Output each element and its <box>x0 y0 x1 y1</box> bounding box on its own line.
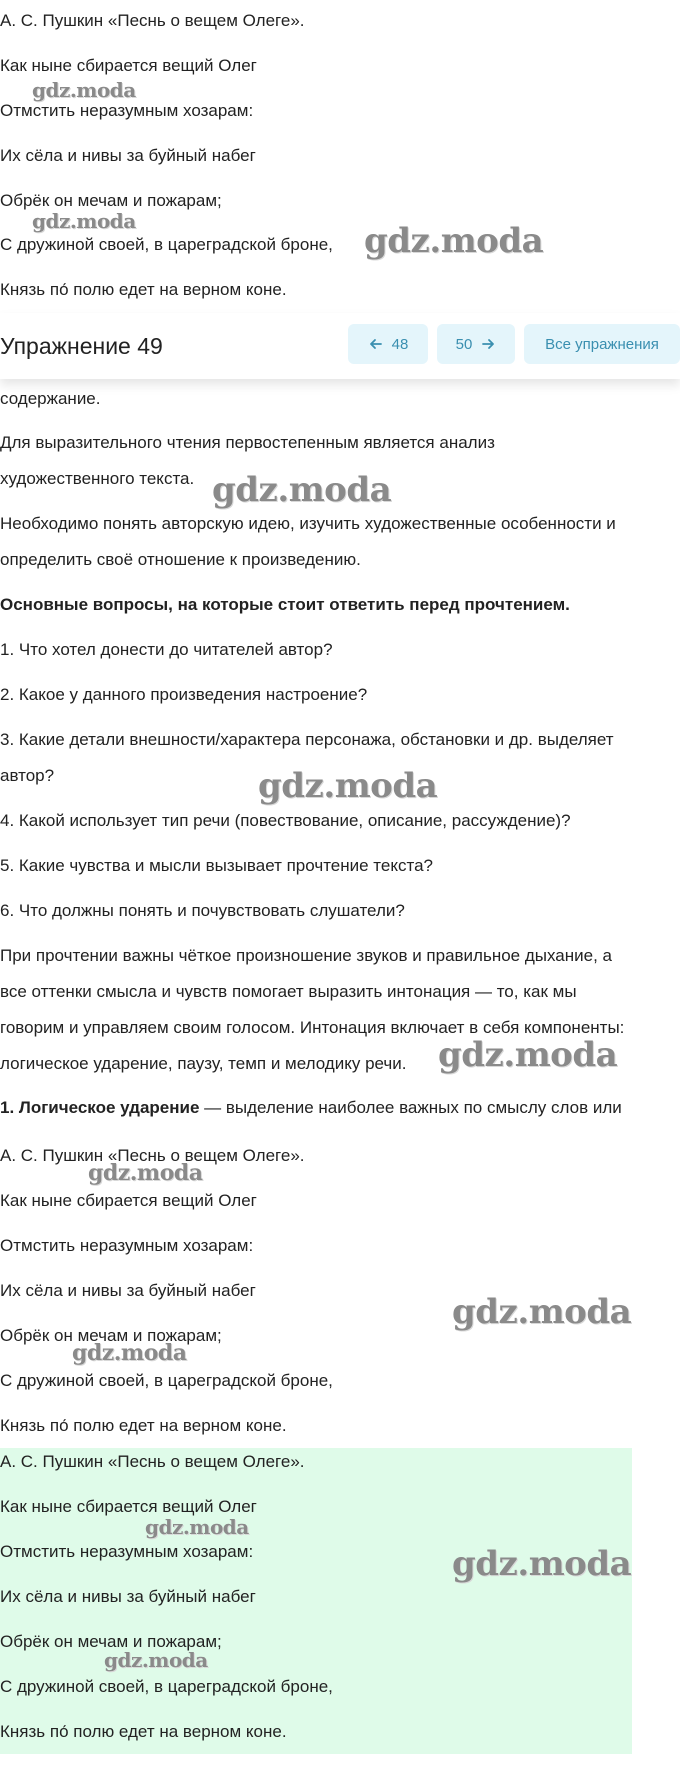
watermark: gdz.moda <box>364 221 544 261</box>
poem-line: Князь по́ полю едет на верном коне. <box>0 280 287 299</box>
watermark: gdz.moda <box>145 1515 249 1539</box>
question-item: 5. Какие чувства и мысли вызывает прочтение текста? <box>0 856 433 875</box>
poem-line: Обрёк он мечам и пожарам; <box>0 191 222 210</box>
watermark: gdz.moda <box>32 209 136 233</box>
poem-title: А. С. Пушкин «Песнь о вещем Олеге». <box>0 1452 305 1471</box>
questions-heading: Основные вопросы, на которые стоит ответить перед прочтением. <box>0 595 570 614</box>
poem-title: А. С. Пушкин «Песнь о вещем Олеге». <box>0 1146 305 1165</box>
watermark: gdz.moda <box>438 1035 618 1075</box>
watermark: gdz.moda <box>72 1340 187 1366</box>
article-text: логическое ударение, паузу, темп и мелодику речи. <box>0 1054 407 1073</box>
poem-line: С дружиной своей, в цареградской броне, <box>0 1677 333 1696</box>
watermark: gdz.moda <box>104 1648 208 1672</box>
watermark: gdz.moda <box>452 1292 632 1332</box>
question-item: 6. Что должны понять и почувствовать слушатели? <box>0 901 405 920</box>
poem-line: Князь по́ полю едет на верном коне. <box>0 1722 287 1741</box>
poem-line: Как ныне сбирается вещий Олег <box>0 1191 257 1210</box>
article-text: содержание. <box>0 389 101 408</box>
poem-line: Как ныне сбирается вещий Олег <box>0 56 257 75</box>
arrow-left-icon <box>368 336 384 352</box>
poem-title: А. С. Пушкин «Песнь о вещем Олеге». <box>0 11 305 30</box>
poem-line: Отмстить неразумным хозарам: <box>0 101 254 120</box>
poem-line: Отмстить неразумным хозарам: <box>0 1236 254 1255</box>
poem-line: Обрёк он мечам и пожарам; <box>0 1632 222 1651</box>
poem-line: Их сёла и нивы за буйный набег <box>0 1587 256 1606</box>
article-text: определить своё отношение к произведению. <box>0 550 361 569</box>
question-item: автор? <box>0 766 55 785</box>
article-text: Для выразительного чтения первостепенным является анализ <box>0 433 495 452</box>
next-exercise-button[interactable] <box>437 324 515 364</box>
poem-line: Их сёла и нивы за буйный набег <box>0 1281 256 1300</box>
poem-line: С дружиной своей, в цареградской броне, <box>0 1371 333 1390</box>
exercise-header <box>0 313 680 379</box>
term-label: 1. Логическое ударение <box>0 1098 200 1117</box>
question-item: 3. Какие детали внешности/характера персонажа, обстановки и др. выделяет <box>0 730 614 749</box>
poem-line: С дружиной своей, в цареградской броне, <box>0 235 333 254</box>
question-item: 4. Какой использует тип речи (повествование, описание, рассуждение)? <box>0 811 571 830</box>
poem-line: Обрёк он мечам и пожарам; <box>0 1326 222 1345</box>
all-exercises-button[interactable]: Все упражнения <box>524 324 680 364</box>
watermark: gdz.moda <box>212 470 392 510</box>
article-text: говорим и управляем своим голосом. Интонация включает в себя компоненты: <box>0 1018 625 1037</box>
question-item: 1. Что хотел донести до читателей автор? <box>0 640 333 659</box>
term-definition: — выделение наиболее важных по смыслу слов или <box>199 1098 622 1117</box>
article-text: все оттенки смысла и чувств помогает выразить интонация — то, как мы <box>0 982 577 1001</box>
prev-exercise-label: 48 <box>391 335 409 353</box>
watermark: gdz.moda <box>258 766 438 806</box>
watermark: gdz.moda <box>32 78 136 102</box>
poem-line: Их сёла и нивы за буйный набег <box>0 146 256 165</box>
watermark: gdz.moda <box>452 1544 632 1584</box>
watermark: gdz.moda <box>88 1160 203 1186</box>
article-text: художественного текста. <box>0 469 195 488</box>
article-text: Необходимо понять авторскую идею, изучить художественные особенности и <box>0 514 616 533</box>
article-text <box>0 1097 622 1119</box>
arrow-right-icon <box>480 336 496 352</box>
exercise-title: Упражнение 49 <box>0 333 163 359</box>
question-item: 2. Какое у данного произведения настроение? <box>0 685 368 704</box>
next-exercise-label: 50 <box>455 335 473 353</box>
poem-line: Отмстить неразумным хозарам: <box>0 1542 254 1561</box>
poem-line: Князь по́ полю едет на верном коне. <box>0 1416 287 1435</box>
poem-line: Как ныне сбирается вещий Олег <box>0 1497 257 1516</box>
prev-exercise-button[interactable] <box>348 324 428 364</box>
article-text: При прочтении важны чёткое произношение звуков и правильное дыхание, а <box>0 946 612 965</box>
